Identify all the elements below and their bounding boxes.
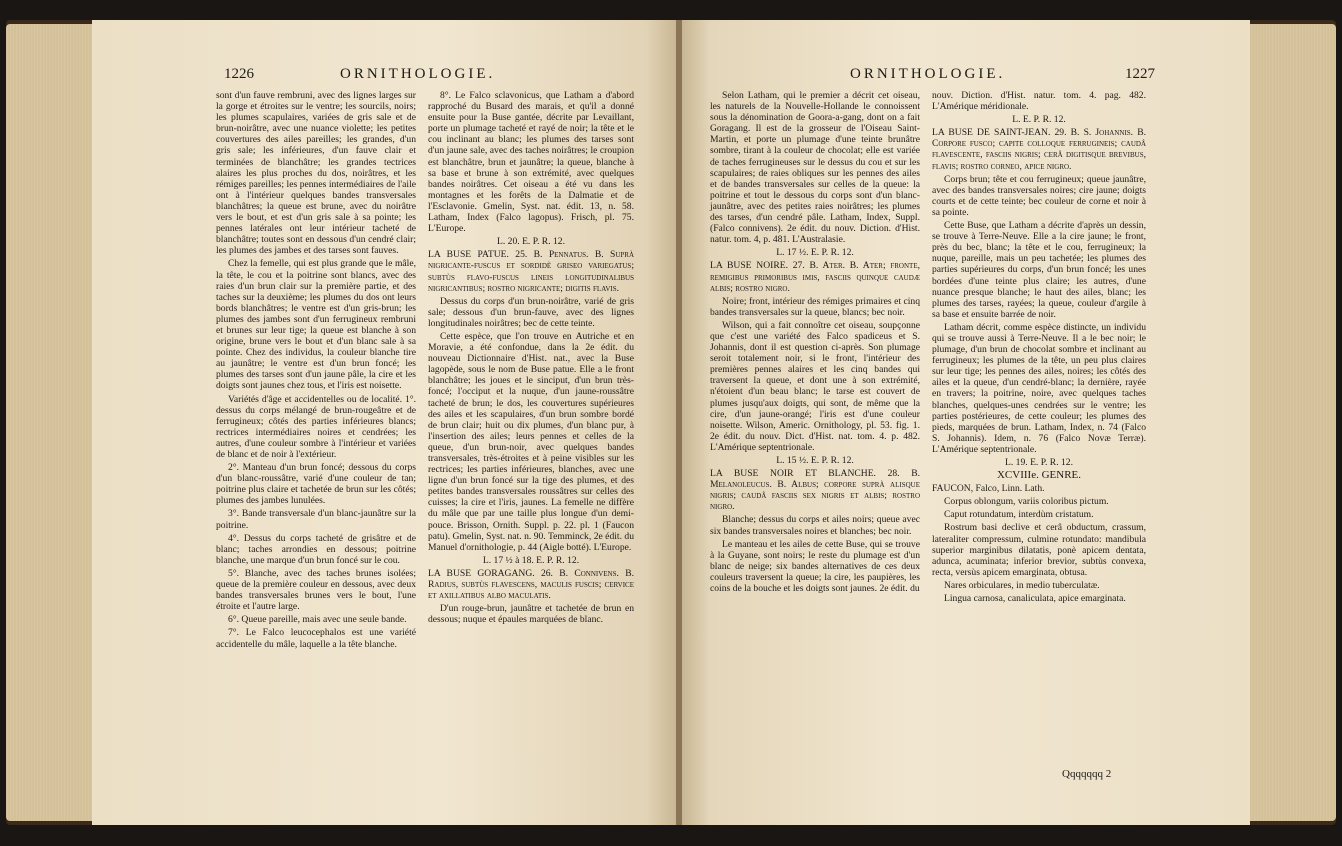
running-head-right: ORNITHOLOGIE.: [850, 66, 1006, 82]
signature-mark: Qqqqqqq 2: [1062, 768, 1112, 780]
measurement-line: L. 19. E. P. R. 12.: [1005, 457, 1073, 468]
paragraph: Variétés d'âge et accidentelles ou de localité. 1°. dessus du corps mélangé de brun-rougeâtre et de ferrugineux; côtés des parties inférieures blancs; rectrices intermédiaires noires et cendrées; les autres, d'une couleur sombre à l'intérieur et variées de blanc et de noir à l'extérieur.: [216, 393, 416, 460]
species-heading: LA BUSE PATUE. 25. B. Pennatus. B. Suprà nigricante-fuscus et sordidè griseo variegatus; subtùs flavo-fuscus lineis longitudinalibus nigricantibus; rostro nigricante; digitis flavis.: [428, 249, 634, 294]
paragraph: Latham décrit, comme espèce distincte, un individu qui se trouve aussi à Terre-Neuve. Il a le bec noir; le plumage, d'un brun de chocolat sombre et inclinant au ferrugineux; les plumes de la tête, un peu plus claires sur leur tige; les pennes des ailes, noires; les côtés des ailes et la queue, d'un cendré-blanc; la dernière, rayée en travers; la poitrine, noire, avec quelques taches blanches, quelques-unes cendrées sur le ventre; les parties postérieures, de cette couleur; les plumes des pieds, marquées de brun. Latham, Index, n. 74 (Falco S. Johannis). Idem, n. 76 (Falco Novæ Terræ). L'Amérique septentrionale.: [932, 321, 1146, 455]
left-column-1: [216, 90, 416, 652]
paragraph: 7°. Le Falco leucocephalos est une variété accidentelle du mâle, laquelle a la tête blanche.: [216, 627, 416, 650]
measurement-line: L. 15 ½. E. P. R. 12.: [776, 455, 854, 466]
paragraph: Cette espèce, que l'on trouve en Autriche et en Moravie, a été confondue, dans la 2e édit. du nouveau Dictionnaire d'Hist. nat., avec la Buse lagopède, sous le nom de Buse patue. Elle a le front blanchâtre; les joues et le sinciput, d'un brun très-foncé; l'occiput et la nuque, d'un jaune-roussâtre tacheté de brun; le dos, les couvertures supérieures des ailes et les scapulaires, d'un brun sombre bordé de brun clair; huit ou dix plumes, d'un blanc pur, à l'insertion des ailes; leurs pennes et celles de la queue, d'un brun-noir, avec quelques bandes transversales, très-étroites et à peine visibles sur les rectrices; les parties inférieures, blanches, avec une ligne d'un brun foncé sur la tige des plumes, et des petites bandes transversales roussâtres sur celles des cuisses; la cire et l'iris, jaunes. La femelle ne diffère du mâle que par une taille plus longue d'un demi-pouce. Brisson, Ornith. Suppl. p. 22. pl. 1 (Faucon patu). Gmelin, Syst. nat. n. 90. Temminck, 2e édit. du Manuel d'ornithologie, p. 44 (Aigle botté). L'Europe.: [428, 330, 634, 553]
paragraph: 2°. Manteau d'un brun foncé; dessous du corps d'un blanc-roussâtre, varié d'une couleur de tan; poitrine plus claire et tachetée de brun sur les côtés; plumes des jambes lunulées.: [216, 462, 416, 507]
page-number-right: 1227: [1125, 66, 1155, 82]
paragraph: 8°. Le Falco sclavonicus, que Latham a d'abord rapproché du Busard des marais, et qu'il a donné ensuite pour la Buse gantée, décrite par Levaillant, porte un plumage tacheté et rayé de noir; la tête et le cou inclinant au blanc; les plumes des tarses sont d'un jaune sale, avec des taches noirâtres; le croupion est blanchâtre, brun et jaunâtre; la queue, blanche à sa base et brune à son extrémité, avec quelques bandes noirâtres. Cet oiseau a été vu dans les montagnes et les forêts de la Dalmatie et de l'Esclavonie. Gmelin, Syst. nat. édit. 13, n. 58. Latham, Index (Falco lagopus). Frisch, pl. 75. L'Europe.: [428, 90, 634, 235]
measurement-line: L. 17 ½ à 18. E. P. R. 12.: [482, 554, 580, 566]
measurement-line: L. 17 ½. E. P. R. 12.: [776, 247, 854, 259]
character-line: Nares orbiculares, in medio tuberculatæ.: [944, 579, 1100, 591]
paragraph: 6°. Queue pareille, mais avec une seule bande.: [228, 614, 407, 626]
character-line: Lingua carnosa, canaliculata, apice emarginata.: [944, 593, 1126, 605]
genus-name: FAUCON, Falco, Linn. Lath.: [932, 483, 1045, 495]
species-heading: LA BUSE NOIRE. 27. B. Ater. B. Ater; fronte, remigibus primoribus imis, fasciis quinque caudæ albis; rostro nigro.: [710, 260, 920, 294]
genus-heading: XCVIIIe. GENRE.: [996, 469, 1081, 482]
species-heading: LA BUSE DE SAINT-JEAN. 29. B. S. Johannis. B. Corpore fusco; capite colloque ferrugineis; caudâ flavescente, fasciis nigris; cerâ digitisque brevibus, flavis; rostro corneo, apice nigro.: [932, 127, 1146, 172]
right-column-2: [932, 90, 1146, 606]
paragraph: Blanche; dessus du corps et ailes noirs; queue avec six bandes transversales noires et blanches; bec noir.: [710, 514, 920, 537]
paragraph: Noire; front, intérieur des rémiges primaires et cinq bandes transversales sur la queue, blancs; bec noir.: [710, 295, 920, 318]
paragraph: Selon Latham, qui le premier a décrit cet oiseau, les naturels de la Nouvelle-Hollande le connoissent sous la dénomination de Goora-a-gang, dont on a fait Goragang. Il est de la grosseur de l'Oiseau Saint-Martin, et porte un plumage d'une teinte brunâtre sombre, tirant à la couleur de chocolat; elle est variée de taches ferrugineuses sur le dessus du cou et sur les scapulaires; de raies obliques sur les pennes des ailes et de bandes transversales sur celles de la queue: la poitrine et tout le dessous du corps sont d'un blanc-jaunâtre, avec des petites raies noirâtres; les plumes des tarses, d'un cendré pâle. Latham, Index, Suppl. (Falco connivens). 2e édit. du nouv. Diction. d'Hist. natur. tom. 4, p. 481. L'Australasie.: [710, 90, 920, 246]
paragraph: 5°. Blanche, avec des taches brunes isolées; queue de la première couleur en dessous, avec deux bandes transversales brunes vers le bout, l'une étroite et l'autre large.: [216, 567, 416, 613]
page-edges-left: [6, 24, 92, 821]
character-line: Caput rotundatum, interdùm cristatum.: [944, 509, 1094, 521]
paragraph: D'un rouge-brun, jaunâtre et tachetée de brun en dessous; nuque et épaules marquées de blanc.: [428, 603, 634, 626]
paragraph: Dessus du corps d'un brun-noirâtre, varié de gris sale; dessous d'un brun-fauve, avec des lignes longitudinales noirâtres; bec de cette teinte.: [428, 295, 634, 329]
page-edges-right: [1250, 24, 1336, 821]
open-book: [6, 20, 1336, 825]
paragraph: sont d'un fauve rembruni, avec des lignes larges sur la gorge et étroites sur le ventre; les sourcils, noirs; les plumes scapulaires, variées de gris sale et de brun-noirâtre, avec une nuance violette; les petites couvertures des ailes pareilles; les grandes, d'un gris sale; les inférieures, d'un fauve clair et terminées de blanchâtre; les grandes tectrices alaires les plus proches du dos, noirâtres, et les rémiges pareilles; les pennes intermédiaires de l'aile ont à l'intérieur quelques bandes transversales blanchâtres; la queue est brune, avec du noirâtre vers le bout, et est d'un gris sale à sa pointe; les pennes latérales ont leur intérieur tacheté de blanchâtre; toutes sont en dessous d'un cendré clair; les plumes des jambes et des tarses sont fauves.: [216, 90, 416, 257]
paragraph: Wilson, qui a fait connoître cet oiseau, soupçonne que c'est une variété des Falco spadiceus et S. Johannis, dont il est question ci-après. Son plumage seroit totalement noir, si le front, l'intérieur des premières pennes alaires et les cinq bandes qui traversent la queue, et dont une à son extrémité, n'étoient d'un beau blanc; le tarse est couvert de plumes jusqu'aux doigts, qui sont, de même que la cire, d'un jaune-orangé; l'iris est d'une couleur noisette. Wilson, Americ. Ornithology, pl. 53. fig. 1. 2e édit. du nouv. Dict. d'Hist. nat. tom. 4. p. 482. L'Amérique septentrionale.: [710, 319, 920, 453]
species-heading: LA BUSE GORAGANG. 26. B. Connivens. B. Radius, subtùs flavescens, maculis fuscis; cervice et axillatibus albo maculatis.: [428, 567, 634, 602]
left-column-2: [428, 90, 634, 627]
paragraph: Le manteau et les ailes de cette Buse, qui se trouve à la Guyane, sont noirs; le reste du plumage est d'un blanc de neige; six bandes alternatives de ces deux couleurs traversent la queue; la cire, les paupières, les coins de la bouche et les doigts sont jaunes. 2e édit. du: [710, 538, 920, 595]
running-head-left: ORNITHOLOGIE.: [340, 66, 496, 82]
page-number-left: 1226: [224, 66, 254, 82]
right-page: [682, 20, 1250, 825]
paragraph: Corps brun; tête et cou ferrugineux; queue jaunâtre, avec des bandes transversales noires; cire jaune; doigts courts et de cette teinte; bec couleur de corne et noir à sa pointe.: [932, 173, 1146, 218]
paragraph: 4°. Dessus du corps tacheté de grisâtre et de blanc; taches arrondies en dessous; poitrine blanche, une marque d'un brun foncé sur le cou.: [216, 532, 416, 566]
character-line: Corpus oblongum, variis coloribus pictum.: [944, 496, 1109, 508]
right-column-1: [710, 90, 920, 596]
paragraph: Chez la femelle, qui est plus grande que le mâle, la tête, le cou et la poitrine sont blancs, avec des raies d'un brun clair sur la première partie, et des taches sur la deuxième; les plumes du dos ont leurs bords blanchâtres; le ventre est d'un gris-brun; les plumes des jambes sont d'un ferrugineux rembruni et brunes sur leur tige; la queue est blanche à son origine, brune vers le bout et d'un blanc sale à sa pointe. Chez des individus, la couleur blanche tire au jaunâtre; le ventre est d'un brun foncé; les plumes des tarses sont d'un jaune pâle, la cire et les doigts sont jaunes chez tous, et l'iris est noisette.: [216, 258, 416, 392]
paragraph: 3°. Bande transversale d'un blanc-jaunâtre sur la poitrine.: [216, 508, 416, 531]
left-page: [92, 20, 676, 825]
paragraph: nouv. Diction. d'Hist. natur. tom. 4. pag. 482. L'Amérique méridionale.: [932, 90, 1146, 113]
measurement-line: L. E. P. R. 12.: [1012, 114, 1066, 126]
paragraph: Cette Buse, que Latham a décrite d'après un dessin, se trouve à Terre-Neuve. Elle a la cire jaune; le front, près du bec, blanc; la tête et le cou, ferrugineux; la nuque, pareille, mais un peu tachetée; les plumes des parties supérieures du corps, d'un brun foncé; les unes bordées d'une teinte plus claire; les autres, d'une nuance presque blanche; le haut des ailes, blanc; les plumes des tarses, rayées; la queue, couleur d'argile à sa base et ensuite barrée de noir.: [932, 220, 1146, 320]
character-line: Rostrum basi declive et cerâ obductum, crassum, lateraliter compressum, culmine rotundato: mandibula superior marginibus dilatatis, ponè apicem dentata, adunca, acuminata; inferior brevior, subtùs convexa, recta, versùs apicem emarginata, obtusa.: [932, 522, 1146, 578]
measurement-line: L. 20. E. P. R. 12.: [497, 236, 565, 248]
species-heading: LA BUSE NOIR ET BLANCHE. 28. B. Melanoleucus. B. Albus; corpore suprà alisque nigris; caudâ fasciis sex nigris et albis; rostro nigro.: [710, 468, 920, 513]
